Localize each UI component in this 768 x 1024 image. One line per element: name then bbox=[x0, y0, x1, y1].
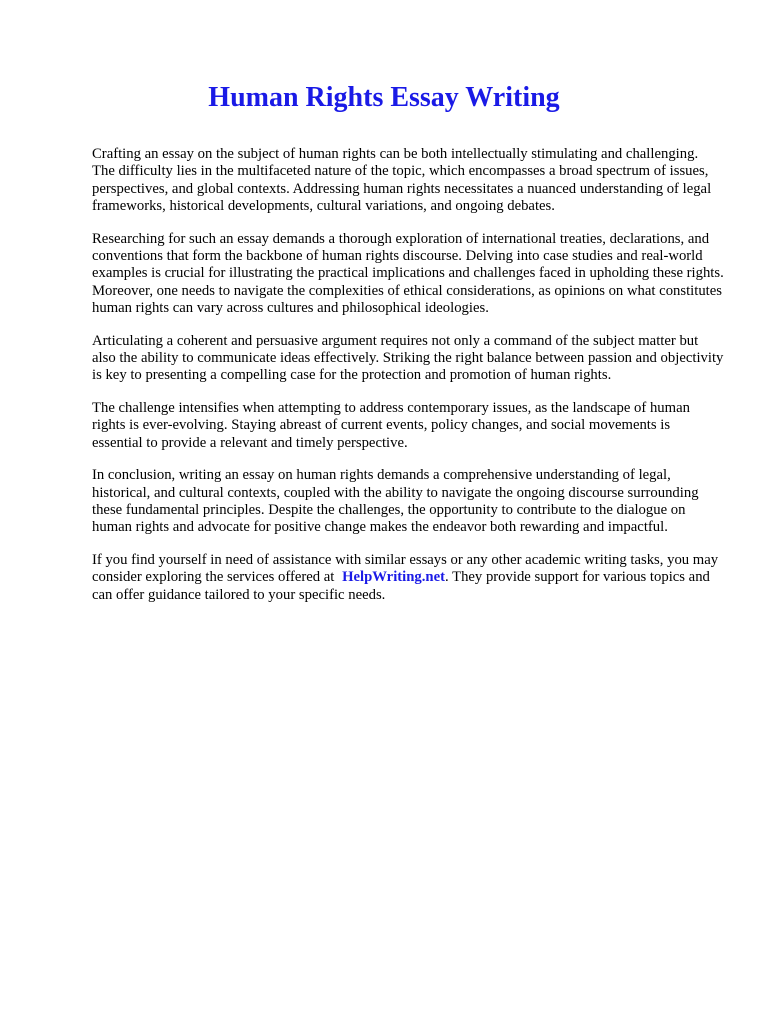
paragraph-conclusion: In conclusion, writing an essay on human rights demands a comprehensive understanding of legal, historical, and cultural contexts, coupled with the ability to navigate the ongoing discourse surrounding these fundamental principles. Despite the challenges, the opportunity to contribute to the dialogue on human rights and advocate for positive change makes the endeavor both rewarding and impactful. bbox=[92, 467, 699, 536]
paragraph-research: Researching for such an essay demands a thorough exploration of international treaties, declarations, and conventions that form the backbone of human rights discourse. Delving into case studies and real-world examples is crucial for illustrating the practical implications and challenges faced in upholding these rights. Moreover, one needs to navigate the complexities of ethical considerations, as opinions on what constitutes human rights can vary across cultures and philosophical ideologies. bbox=[92, 230, 724, 317]
document-title: Human Rights Essay Writing bbox=[208, 82, 560, 113]
paragraph-argument: Articulating a coherent and persuasive argument requires not only a command of the subject matter but also the ability to communicate ideas effectively. Striking the right balance between passion and objectivity is key to presenting a compelling case for the protection and promotion of human rights. bbox=[92, 332, 724, 384]
document-body bbox=[92, 146, 724, 619]
assistance-text-after: . They provide support for various topics and can offer guidance tailored to your specific needs. bbox=[92, 569, 710, 603]
paragraph-assistance bbox=[92, 552, 724, 604]
assistance-text-before: If you find yourself in need of assistance with similar essays or any other academic writing tasks, you may consider exploring the services offered at bbox=[92, 551, 719, 586]
helpwriting-link[interactable]: HelpWriting.net bbox=[342, 569, 446, 586]
paragraph-intro: Crafting an essay on the subject of human rights can be both intellectually stimulating and challenging. The difficulty lies in the multifaceted nature of the topic, which encompasses a broad spectrum of issues, perspectives, and global contexts. Addressing human rights necessitates a nuanced understanding of legal frameworks, historical developments, cultural variations, and ongoing debates. bbox=[92, 146, 712, 215]
paragraph-challenge: The challenge intensifies when attempting to address contemporary issues, as the landscape of human rights is ever-evolving. Staying abreast of current events, policy changes, and social movements is essential to provide a relevant and timely perspective. bbox=[92, 399, 690, 451]
